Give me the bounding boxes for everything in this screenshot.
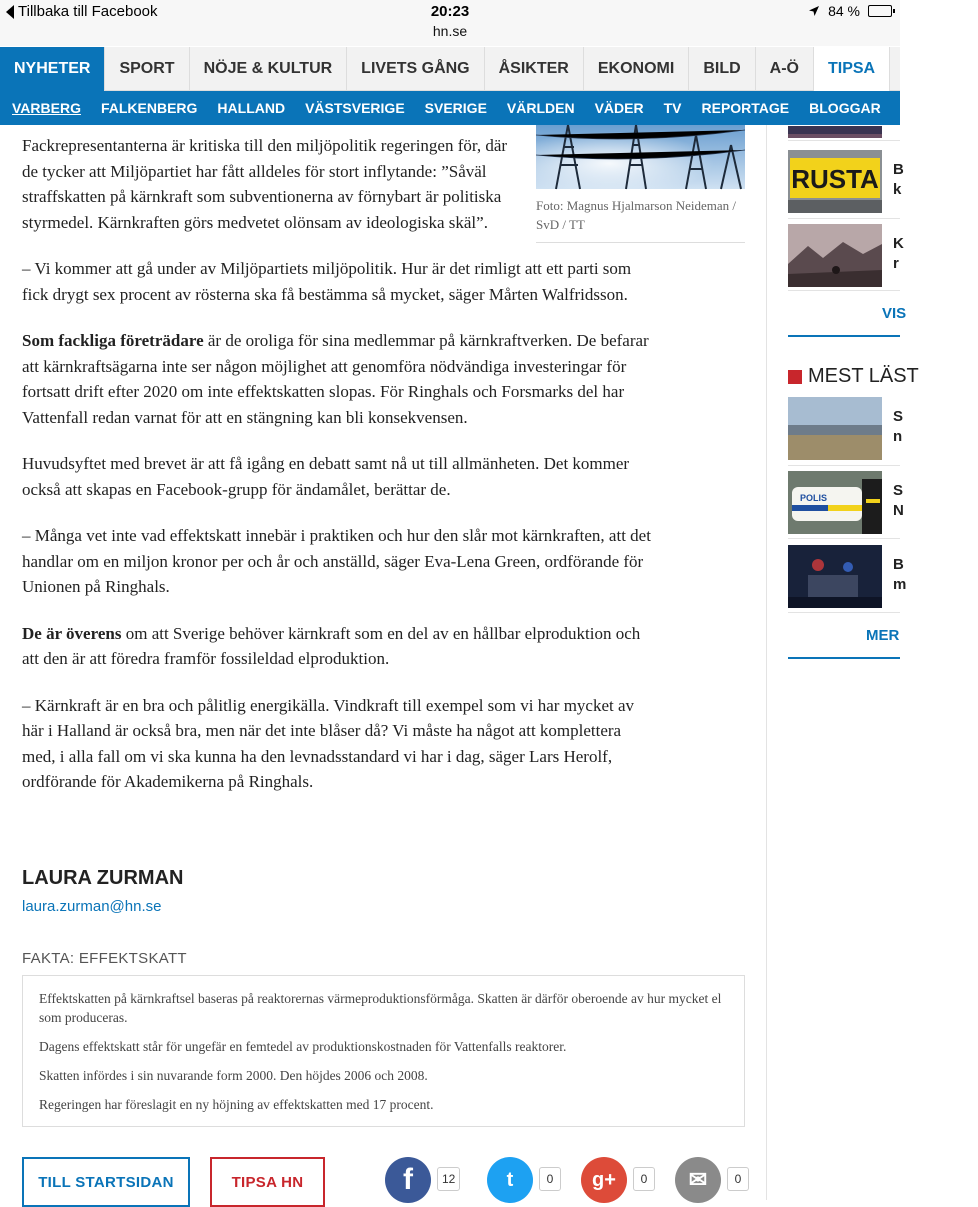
nav-primary-item[interactable]: NYHETER <box>0 47 105 91</box>
tipsa-hn-button[interactable]: TIPSA HN <box>210 1157 325 1207</box>
sidebar-headline-fragment[interactable]: r <box>893 255 899 272</box>
coast-landscape-image <box>788 397 882 460</box>
mest-lasta-heading <box>788 365 919 388</box>
share-count: 0 <box>727 1167 749 1191</box>
nav-secondary-item[interactable]: VÄRLDEN <box>506 100 575 116</box>
googleplus-share[interactable] <box>581 1157 655 1203</box>
sidebar-divider <box>788 290 900 291</box>
sidebar-blue-rule <box>788 657 900 659</box>
fact-item: Dagens effektskatt står för ungefär en femtedel av produktionskostnaden för Vattenfalls reaktorer. <box>39 1039 567 1054</box>
sidebar-thumb-mountains[interactable] <box>788 224 882 287</box>
sidebar-headline-fragment[interactable]: m <box>893 576 907 593</box>
clock: 20:23 <box>430 3 470 20</box>
author-name: LAURA ZURMAN <box>22 867 184 889</box>
nav-secondary-item[interactable]: VÄSTSVERIGE <box>305 100 405 116</box>
twitter-icon[interactable]: t <box>487 1157 533 1203</box>
sidebar-headline-fragment[interactable]: N <box>893 502 904 519</box>
article-paragraph: Fackrepresentanterna är kritiska till den miljöpolitik regeringen för, där de tycker att Miljöpartiet har fått alldeles för stort inflytande: ”Såväl straffskatten på kärnkraft som subventionerna av förnybart är politiska styrmedel. Kärnkraften görs medvetet olönsam av ideologiska skäl”. <box>22 136 508 232</box>
share-count: 0 <box>633 1167 655 1191</box>
share-count: 12 <box>437 1167 460 1191</box>
nav-secondary-item[interactable]: HALLAND <box>217 100 286 116</box>
sidebar-divider <box>788 140 900 141</box>
rusta-sign-text: RUSTA <box>791 164 879 194</box>
nav-secondary-item[interactable]: REPORTAGE <box>701 100 790 116</box>
nav-secondary-item[interactable]: FALKENBERG <box>100 100 198 116</box>
paragraph-text: är de oroliga för sina medlemmar på kärnkraftverken. De befarar att kärnkraftsägarna inte ser någon möjlighet att genomföra nödvändiga investeringar för fortsatt drift efter 2020 om inte effektskatten slopas. För Ringhals och Forsmarks del har Vattenfall redan varnat för att en stängning kan bli konsekvensen. <box>22 331 649 427</box>
paragraph-lead: Som fackliga företrädare <box>22 331 204 350</box>
secondary-nav <box>0 91 969 125</box>
sidebar-headline-fragment[interactable]: B <box>893 161 904 178</box>
paragraph-lead: De är överens <box>22 623 122 643</box>
sidebar-thumb-night-scene[interactable] <box>788 545 882 608</box>
nav-secondary-item[interactable]: VARBERG <box>12 100 81 116</box>
to-start-page-button[interactable]: TILL STARTSIDAN <box>22 1157 190 1207</box>
paragraph-text: om att Sverige behöver kärnkraft som en del av en hållbar elproduktion och att den är att föredra framför fossileldad elproduktion. <box>22 623 641 668</box>
sidebar-divider <box>788 218 900 219</box>
author-email-link[interactable]: laura.zurman@hn.se <box>22 898 162 915</box>
fact-item: Skatten infördes i sin nuvarande form 2000. Den höjdes 2006 och 2008. <box>39 1068 428 1083</box>
sidebar-divider <box>788 538 900 539</box>
email-share[interactable] <box>675 1157 749 1203</box>
ios-status-bar <box>0 0 900 46</box>
battery-icon <box>868 5 892 17</box>
polis-text: POLIS <box>800 493 828 503</box>
facebook-icon[interactable]: f <box>385 1157 431 1203</box>
article-paragraph: – Många vet inte vad effektskatt innebär i praktiken och hur den slår mot kärnkraften, att det handlar om en miljon kronor per och år och anställd, säger Eva-Lena Green, ordförande för Unionen på Ringhals. <box>22 526 651 596</box>
twitter-share[interactable] <box>487 1157 561 1203</box>
nav-primary-item[interactable]: SPORT <box>105 47 189 91</box>
sidebar-headline-fragment[interactable]: S <box>893 408 904 425</box>
sidebar-thumb-police[interactable] <box>788 471 882 534</box>
article-paragraph <box>22 328 652 430</box>
sidebar-headline-fragment[interactable]: k <box>893 181 902 198</box>
article-paragraph: Huvudsyftet med brevet är att få igång en debatt samt nå ut till allmänheten. Det kommer också att skapas en Facebook-grupp för ändamålet, berättar de. <box>22 454 630 499</box>
mer-link[interactable]: MER <box>866 627 900 644</box>
article-body <box>22 125 652 816</box>
url-label[interactable]: hn.se <box>432 23 468 39</box>
article-paragraph: – Kärnkraft är en bra och pålitlig energikälla. Vindkraft till exempel som vi har mycket av här i Halland är också bra, men när det inte blåser då? Vi måste ha något att komplettera med, i alla fall om vi ska kunna ha den levnadsstandard vi har i dag, säger Lars Herolf, ordförande för Akademikerna på Ringhals. <box>22 695 635 791</box>
status-indicators <box>808 3 892 19</box>
share-count: 0 <box>539 1167 561 1191</box>
sidebar-headline-fragment[interactable]: B <box>893 556 904 573</box>
nav-primary-item[interactable]: LIVETS GÅNG <box>347 47 484 91</box>
article-paragraph <box>22 621 652 672</box>
sidebar-thumb-partial[interactable] <box>788 125 882 137</box>
sidebar-thumb-rusta[interactable] <box>788 150 882 213</box>
fact-item: Effektskatten på kärnkraftsel baseras på reaktorernas värmeproduktionsförmåga. Skatten är därför oberoende av hur mycket el som produceras. <box>39 991 722 1025</box>
sidebar-thumb-beach[interactable] <box>788 397 882 460</box>
email-icon[interactable]: ✉ <box>675 1157 721 1203</box>
nav-primary-item[interactable]: A-Ö <box>756 47 814 91</box>
police-car-image <box>788 471 882 534</box>
night-emergency-image <box>788 545 882 608</box>
fact-item: Regeringen har föreslagit en ny höjning av effektskatten med 17 procent. <box>39 1097 434 1112</box>
location-arrow-icon <box>808 5 820 17</box>
nav-secondary-item[interactable]: SVERIGE <box>424 100 487 116</box>
nav-primary-item[interactable]: BILD <box>689 47 755 91</box>
mest-lasta-label: MEST LÄST <box>808 365 919 387</box>
sidebar-headline-fragment[interactable]: n <box>893 428 903 445</box>
sidebar-headline-fragment[interactable]: K <box>893 235 904 252</box>
nav-secondary-item[interactable]: VÄDER <box>594 100 644 116</box>
photo-caption: Foto: Magnus Hjalmarson Neideman / SvD / TT <box>536 198 737 232</box>
nav-primary-item[interactable]: EKONOMI <box>584 47 689 91</box>
nav-primary-item[interactable]: TIPSA <box>814 47 890 91</box>
facebook-share[interactable] <box>385 1157 460 1203</box>
facts-heading: FAKTA: EFFEKTSKATT <box>22 950 187 967</box>
sidebar-divider <box>766 125 767 1200</box>
red-square-icon <box>788 370 802 384</box>
sidebar-blue-rule <box>788 335 900 337</box>
rusta-store-image <box>788 150 882 213</box>
mountain-sunset-image <box>788 224 882 287</box>
googleplus-icon[interactable]: g+ <box>581 1157 627 1203</box>
night-image <box>788 126 882 138</box>
nav-primary-item[interactable]: ÅSIKTER <box>485 47 584 91</box>
sidebar-divider <box>788 465 900 466</box>
battery-percent: 84 % <box>828 3 860 19</box>
sidebar-headline-fragment[interactable]: S <box>893 482 904 499</box>
nav-primary-item[interactable]: NÖJE & KULTUR <box>190 47 348 91</box>
nav-secondary-item[interactable]: KONTAKT <box>900 100 969 116</box>
article-paragraph: – Vi kommer att gå under av Miljöpartiets miljöpolitik. Hur är det rimligt att ett parti som fick drygt sex procent av rösterna ska få bestämma så mycket, säger Mårten Walfridsson. <box>22 259 632 304</box>
facts-box <box>22 975 745 1127</box>
nav-secondary-item[interactable]: TV <box>663 100 682 116</box>
back-label: Tillbaka till Facebook <box>18 3 158 20</box>
primary-nav <box>0 47 900 91</box>
sidebar-divider <box>788 612 900 613</box>
nav-secondary-item[interactable]: BLOGGAR <box>809 100 881 116</box>
visa-fler-link[interactable]: VIS <box>882 305 907 322</box>
